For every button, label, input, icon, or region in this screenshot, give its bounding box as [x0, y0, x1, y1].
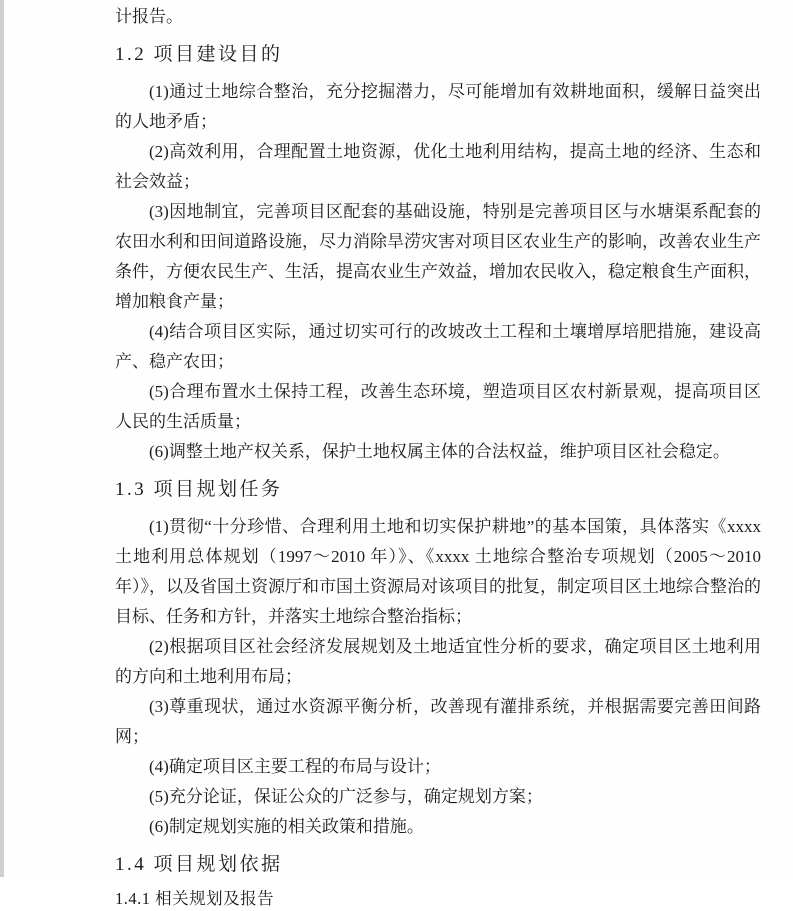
section-heading-1-4: 1.4 项目规划依据 — [115, 854, 283, 875]
paragraph-task-2: (2)根据项目区社会经济发展规划及土地适宜性分析的要求，确定项目区土地利用的方向和土地利用布局； — [115, 637, 761, 686]
paragraph-task-6: (6)制定规划实施的相关政策和措施。 — [149, 817, 424, 836]
subsection-heading-1-4-1: 1.4.1 相关规划及报告 — [115, 889, 275, 908]
paragraph-task-1: (1)贯彻“十分珍惜、合理利用土地和切实保护耕地”的基本国策，具体落实《xxxx土地利用总体规划（1997～2010 年）》、《xxxx 土地综合整治专项规划（2005～2010 年）》，以及省国土资源厅和市国土资源局对该项目的批复，制定项目区土地综合整治的目标、任务和方针，并落实土地综合整治指标； — [115, 517, 761, 626]
paragraph-goal-6: (6)调整土地产权关系，保护土地权属主体的合法权益，维护项目区社会稳定。 — [149, 442, 730, 461]
paragraph-goal-1: (1)通过土地综合整治，充分挖掘潜力，尽可能增加有效耕地面积，缓解日益突出的人地矛盾； — [115, 82, 761, 131]
paragraph-task-3: (3)尊重现状，通过水资源平衡分析，改善现有灌排系统，并根据需要完善田间路网； — [115, 697, 761, 746]
page-edge-shadow — [0, 0, 4, 877]
section-heading-1-2: 1.2 项目建设目的 — [115, 44, 283, 65]
paragraph-task-5: (5)充分论证，保证公众的广泛参与，确定规划方案； — [149, 787, 543, 806]
paragraph-goal-2: (2)高效利用，合理配置土地资源，优化土地利用结构，提高土地的经济、生态和社会效益； — [115, 142, 761, 191]
continuation-line: 计报告。 — [115, 7, 183, 26]
paragraph-task-4: (4)确定项目区主要工程的布局与设计； — [149, 757, 441, 776]
paragraph-goal-4: (4)结合项目区实际，通过切实可行的改坡改土工程和土壤增厚培肥措施，建设高产、稳产农田； — [115, 322, 761, 371]
paragraph-goal-5: (5)合理布置水土保持工程，改善生态环境，塑造项目区农村新景观，提高项目区人民的生活质量； — [115, 382, 761, 431]
section-heading-1-3: 1.3 项目规划任务 — [115, 479, 283, 500]
paragraph-goal-3: (3)因地制宜，完善项目区配套的基础设施，特别是完善项目区与水塘渠系配套的农田水利和田间道路设施，尽力消除旱涝灾害对项目区农业生产的影响，改善农业生产条件，方便农民生产、生活，提高农业生产效益，增加农民收入，稳定粮食生产面积，增加粮食产量； — [115, 202, 761, 311]
document-content — [115, 2, 761, 911]
